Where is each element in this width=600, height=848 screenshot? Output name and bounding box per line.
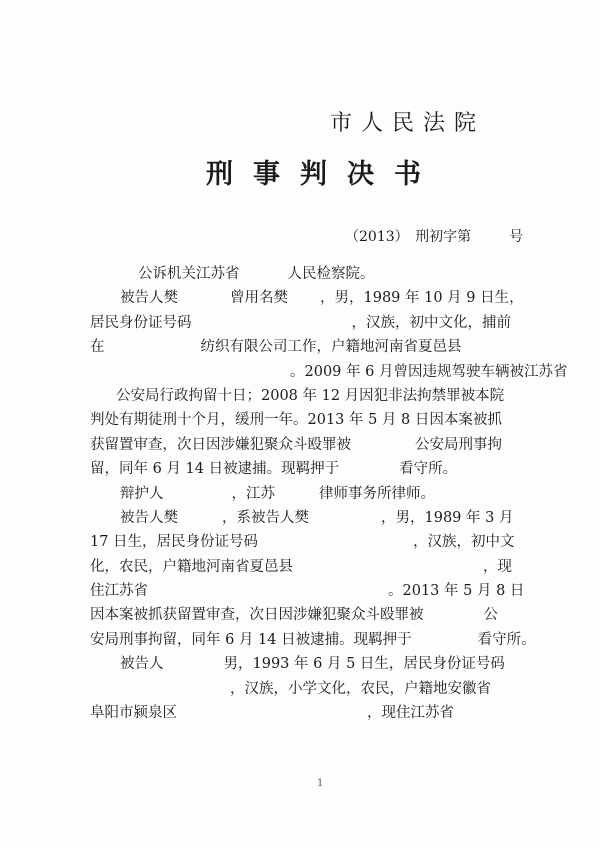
page-mark: 1	[317, 778, 324, 789]
body-line	[90, 701, 545, 725]
body-text-segment: 律师事务所律师。	[319, 485, 435, 502]
body-text-segment: 曾用名樊	[230, 290, 288, 307]
body-line	[90, 457, 545, 481]
document-title: 刑事判决书	[206, 159, 441, 190]
body-text-segment: 人民检察院。	[287, 266, 375, 282]
body-text-segment: 男，1993 年 6 月 5 日生，居民身份证号码	[223, 656, 505, 673]
body-text-segment: 。2013 年 5 月 8 日	[388, 583, 525, 600]
body-text-segment: 居民身份证号码	[90, 314, 192, 331]
body-line	[90, 555, 545, 579]
body-text-segment: 看守所。	[399, 461, 458, 478]
body-line	[90, 360, 568, 384]
body-text-segment: 辩护人	[120, 485, 164, 502]
body-text-segment: ，汉族，初中文化，捕前	[351, 314, 511, 331]
body-text-segment: ，江苏	[231, 485, 275, 502]
body-text-segment: 。2009 年 6 月曾因违规驾驶车辆被江苏省	[290, 363, 568, 380]
body-line	[90, 652, 545, 676]
body-line	[90, 335, 545, 359]
body-text-segment: 被告人樊	[120, 290, 178, 307]
court-name: 市人民法院	[330, 111, 486, 136]
body-text-segment: 因本案被抓获留置审查，次日因涉嫌犯聚众斗殴罪被	[90, 607, 424, 624]
body-line	[90, 433, 545, 457]
body-text-segment: 阜阳市颍泉区	[90, 705, 177, 722]
body-text-segment: 留，同年 6 月 14 日被逮捕。现羁押于	[90, 461, 340, 478]
body-text-segment: 获留置审查，次日因涉嫌犯聚众斗殴罪被	[90, 436, 351, 453]
body-line	[90, 506, 545, 530]
body-text-segment: 住江苏省	[90, 583, 148, 600]
body-text-segment: ，男，1989 年 10 月 9 日生，	[320, 290, 524, 307]
body-line	[90, 384, 545, 408]
case-year: （2013）	[345, 229, 409, 245]
body-text-segment: 判处有期徒刑十个月，缓刑一年。2013 年 5 月 8 日因本案被抓	[90, 412, 502, 429]
body-text-segment: ，汉族，小学文化，农民，户籍地安徽省	[230, 680, 491, 697]
body-text-segment: 公诉机关江苏省	[138, 266, 240, 282]
body-text-segment: 17 日生，居民身份证号码	[90, 534, 259, 551]
body-text-segment: ，现住江苏省	[367, 705, 454, 722]
body-text-segment: 安局刑事拘留，同年 6 月 14 日被逮捕。现羁押于	[90, 631, 412, 648]
body-text-segment: 公	[483, 607, 498, 624]
body-line	[90, 677, 545, 701]
body-line	[90, 408, 545, 432]
body-text-segment: 纺织有限公司工作，户籍地河南省夏邑县	[200, 339, 462, 356]
body-text-segment: ，男，1989 年 3 月	[381, 509, 514, 526]
body-text-segment: 公安局刑事拘	[415, 436, 502, 453]
body-text-segment: ，现	[483, 558, 512, 575]
body-text-segment: ，系被告人樊	[222, 509, 309, 526]
body-line	[90, 579, 545, 603]
body-line	[90, 603, 545, 627]
judgment-body	[90, 262, 568, 725]
body-text-segment: 被告人樊	[120, 509, 178, 526]
body-text-segment: 化，农民，户籍地河南省夏邑县	[90, 558, 293, 575]
body-line	[90, 628, 545, 652]
case-prefix: 刑初字第	[415, 229, 472, 245]
body-line	[90, 262, 545, 286]
case-number	[345, 226, 523, 246]
body-line	[90, 311, 545, 335]
body-text-segment: 在	[90, 339, 105, 356]
body-text-segment: 公安局行政拘留十日；2008 年 12 月因犯非法拘禁罪被本院	[116, 387, 505, 404]
case-suffix: 号	[509, 229, 524, 245]
body-line	[90, 286, 545, 310]
body-text-segment: 看守所。	[477, 631, 536, 648]
body-text-segment: ，汉族，初中文	[413, 534, 515, 551]
body-text-segment: 被告人	[120, 656, 164, 673]
body-line	[90, 530, 545, 554]
body-line	[90, 482, 545, 506]
